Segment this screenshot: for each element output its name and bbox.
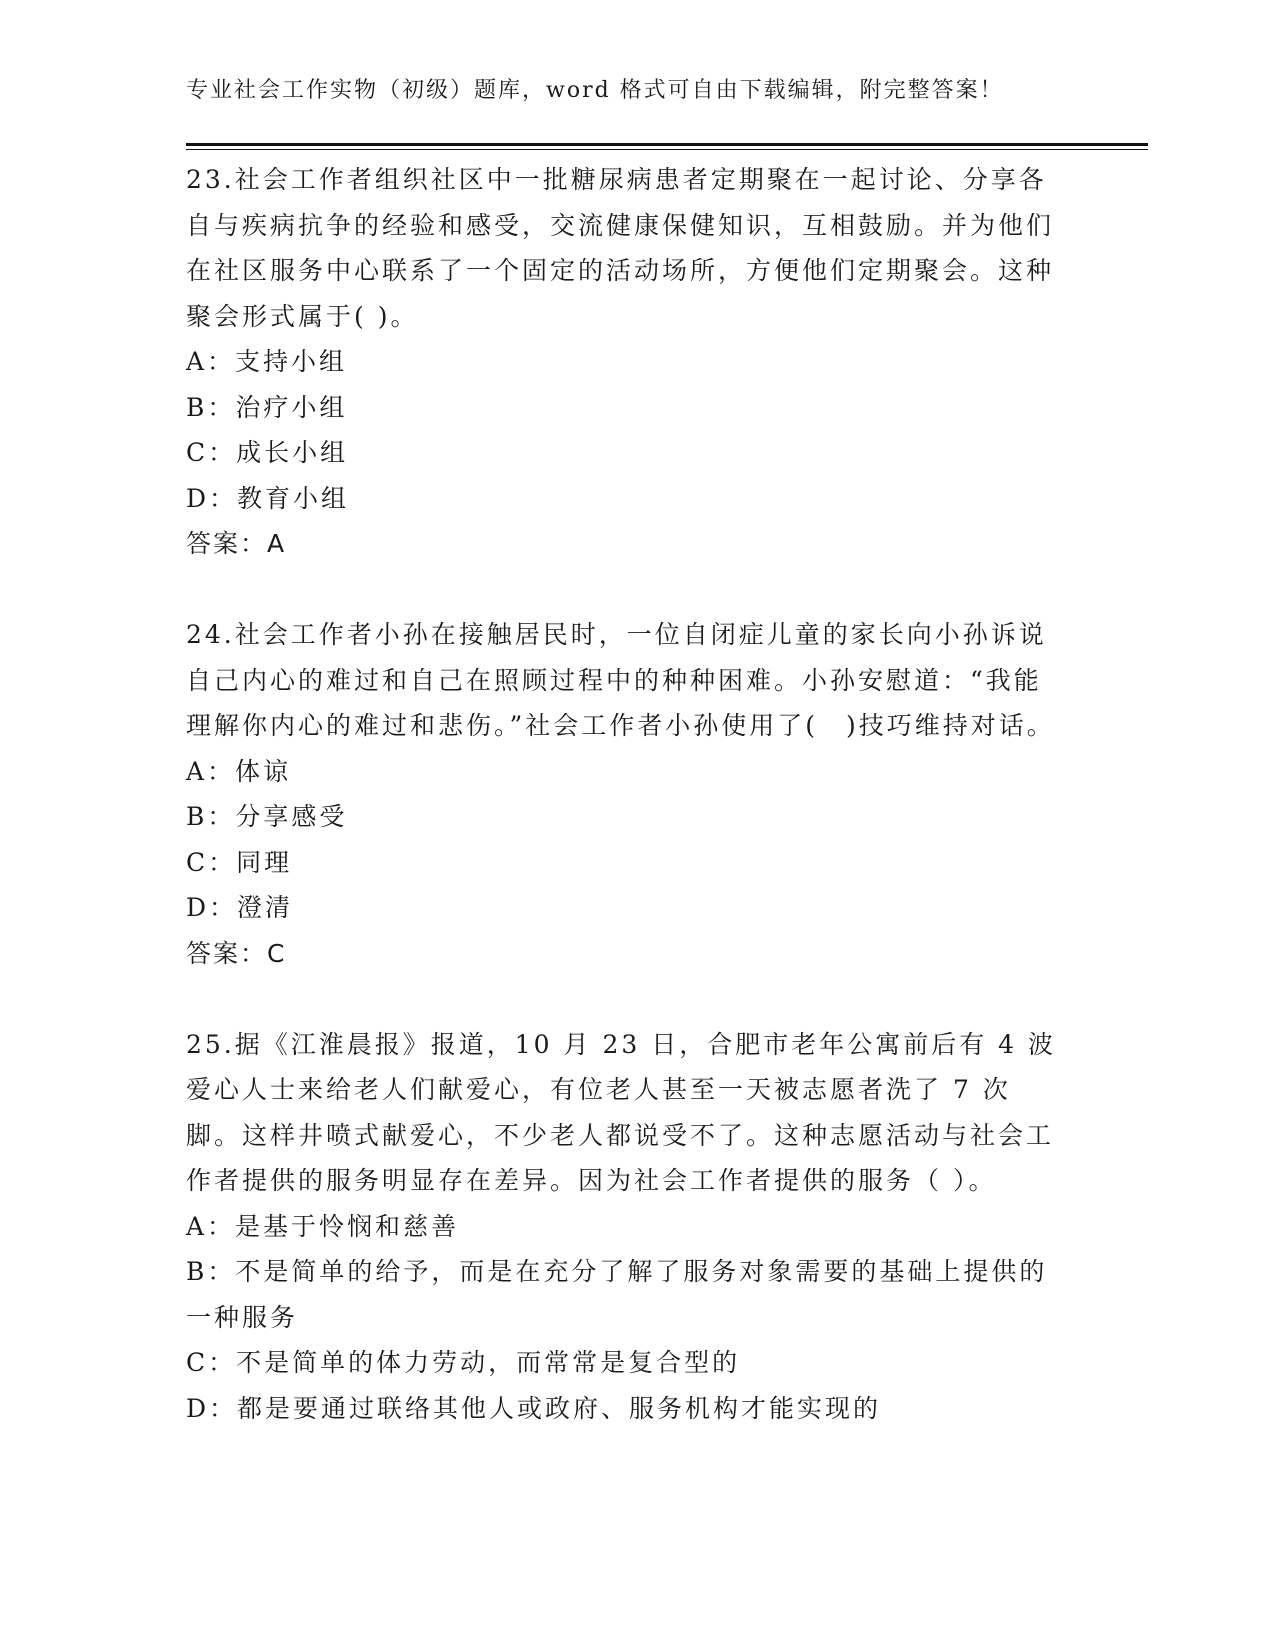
option-a: A：是基于怜悯和慈善	[186, 1211, 460, 1241]
option-d: D：教育小组	[186, 483, 350, 513]
question-stem: 23.社会工作者组织社区中一批糖尿病患者定期聚在一起讨论、分享各自与疾病抗争的经验和感受，交流健康保健知识，互相鼓励。并为他们在社区服务中心联系了一个固定的活动场所，方便他们定期聚会。这种聚会形式属于( )。	[186, 165, 1055, 331]
question-stem: 25.据《江淮晨报》报道，10 月 23 日，合肥市老年公寓前后有 4 波爱心人士来给老人们献爱心，有位老人甚至一天被志愿者洗了 7 次脚。这样井喷式献爱心，不少老人都说受不了。这种志愿活动与社会工作者提供的服务明显存在差异。因为社会工作者提供的服务（ ）。	[186, 1029, 1057, 1195]
header-rule-thick	[186, 143, 1148, 146]
question-list	[186, 157, 1066, 1431]
option-c: C：成长小组	[186, 438, 349, 467]
question-stem: 24.社会工作者小孙在接触居民时，一位自闭症儿童的家长向小孙诉说自己内心的难过和自己在照顾过程中的种种困难。小孙安慰道：“我能理解你内心的难过和悲伤。”社会工作者小孙使用了( )技巧维持对话。	[186, 620, 1055, 740]
question-25	[186, 1022, 1066, 1432]
header-rule-thin	[186, 149, 1148, 150]
option-b: B：分享感受	[186, 802, 348, 831]
question-23	[186, 157, 1066, 567]
answer-line: 答案：A	[186, 529, 287, 558]
option-d: D：澄清	[186, 893, 294, 922]
option-b: B：治疗小组	[186, 392, 348, 422]
question-24	[186, 612, 1066, 976]
option-c: C：不是简单的体力劳动，而常常是复合型的	[186, 1348, 741, 1377]
option-a: A：体谅	[186, 756, 292, 786]
page-header: 专业社会工作实物（初级）题库，word 格式可自由下载编辑，附完整答案！	[186, 78, 1004, 103]
option-b: B：不是简单的给予，而是在充分了解了服务对象需要的基础上提供的一种服务	[186, 1257, 1048, 1332]
option-d: D：都是要通过联络其他人或政府、服务机构才能实现的	[186, 1393, 882, 1423]
question-spacer	[186, 567, 1066, 613]
answer-line: 答案：C	[186, 938, 287, 968]
question-spacer	[186, 976, 1066, 1022]
option-a: A：支持小组	[186, 347, 348, 376]
option-c: C：同理	[186, 847, 293, 877]
